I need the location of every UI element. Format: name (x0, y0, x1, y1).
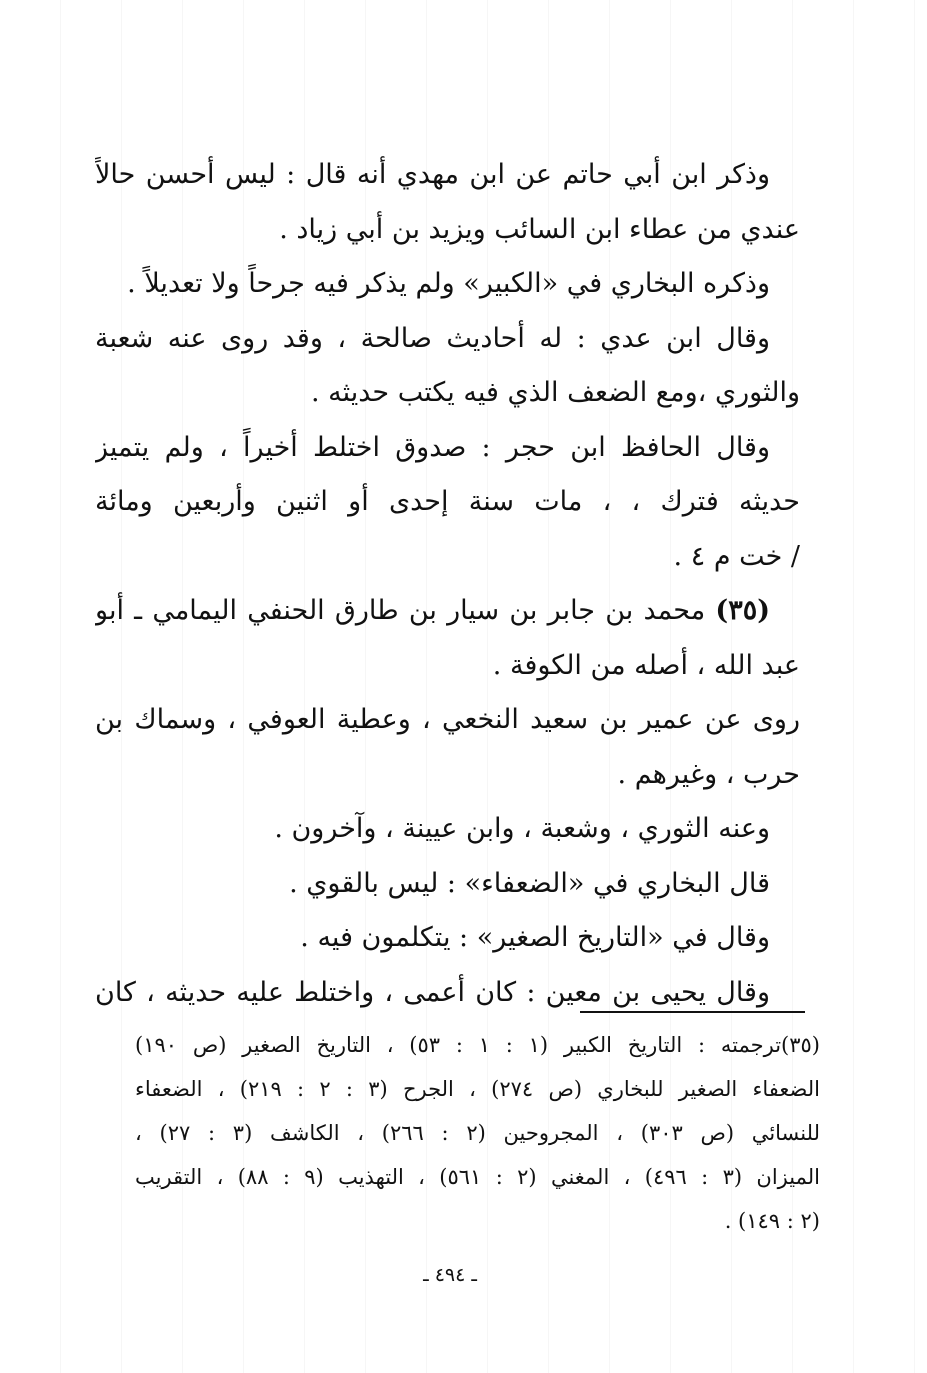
text-line: حرب ، وغيرهم . (617, 758, 800, 790)
text-line: عبد الله ، أصله من الكوفة . (492, 649, 800, 681)
footnote-line: للنسائي (ص ٣٠٣) ، المجروحين (٢ : ٢٦٦) ، الكاشف (٣ : ٢٧) ، (135, 1121, 820, 1145)
entry-number: (٣٥) (715, 595, 770, 626)
footnote-separator (580, 1011, 805, 1013)
footnote-line: الميزان (٣ : ٤٩٦) ، المغني (٢ : ٥٦١) ، التهذيب (٩ : ٨٨) ، التقريب (135, 1165, 820, 1189)
text-line: روى عن عمير بن سعيد النخعي ، وعطية العوفي ، وسماك بن (95, 704, 800, 735)
text-line: قال البخاري في «الضعفاء» : ليس بالقوي . (289, 867, 770, 899)
footnote-line: (٢ : ١٤٩) . (724, 1209, 820, 1233)
text-line: وقال الحافظ ابن حجر : صدوق اختلط أخيراً ، ولم يتميز (95, 431, 770, 463)
text-line: وقال ابن عدي : له أحاديث صالحة ، وقد روى عنه شعبة (95, 322, 770, 354)
footnote-line: الضعفاء الصغير للبخاري (ص ٢٧٤) ، الجرح (٣ : ٢ : ٢١٩) ، الضعفاء (135, 1077, 820, 1101)
text-line: وذكره البخاري في «الكبير» ولم يذكر فيه جرحاً ولا تعديلاً . (127, 268, 770, 299)
entry-heading-line (95, 584, 800, 639)
text-line: حديثه فترك ، ، مات سنة إحدى أو اثنين وأربعين ومائة (95, 486, 800, 517)
page-number: ـ ٤٩٤ ـ (423, 1264, 477, 1286)
text-line: والثوري ،ومع الضعف الذي فيه يكتب حديثه . (310, 377, 800, 408)
text-line: وعنه الثوري ، وشعبة ، وابن عيينة ، وآخرون . (274, 813, 770, 844)
text-line: وذكر ابن أبي حاتم عن ابن مهدي أنه قال : ليس أحسن حالاً (95, 159, 770, 190)
entry-heading-text: محمد بن جابر بن سيار بن طارق الحنفي اليمامي ـ أبو (95, 595, 706, 626)
text-line: وقال في «التاريخ الصغير» : يتكلمون فيه . (300, 922, 770, 953)
footnote-line: (٣٥)ترجمته : التاريخ الكبير (١ : ١ : ٥٣) ، التاريخ الصغير (ص ١٩٠) (135, 1033, 820, 1057)
text-line: وقال يحيى بن معين : كان أعمى ، واختلط عليه حديثه ، كان (95, 976, 770, 1008)
footnotes (135, 1023, 820, 1243)
main-text (95, 148, 800, 1020)
text-line: / خت م ٤ . (673, 540, 800, 572)
text-line: عندي من عطاء ابن السائب ويزيد بن أبي زياد . (279, 213, 800, 245)
